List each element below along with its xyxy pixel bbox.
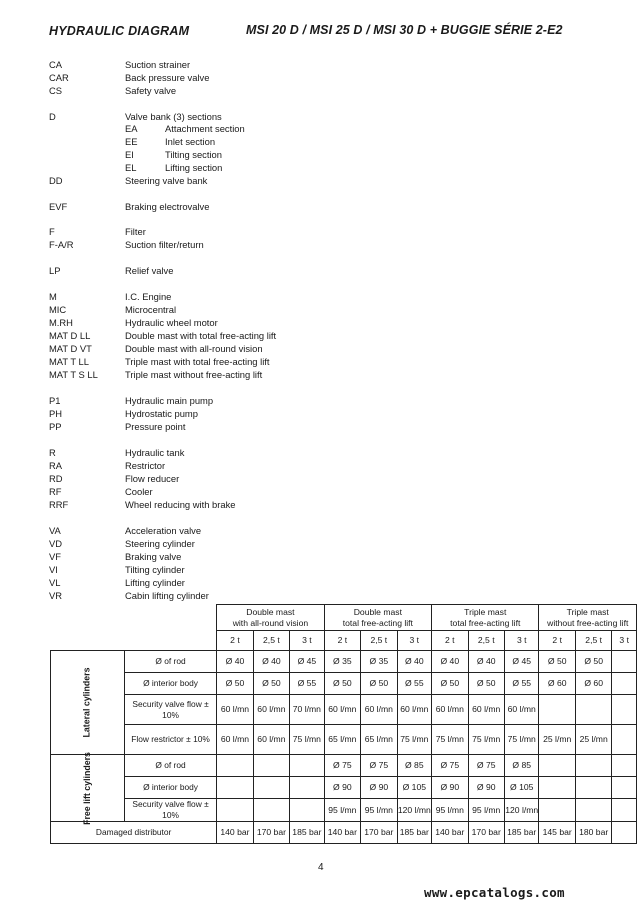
table-cell [539, 777, 575, 799]
table-cell: 95 l/mn [324, 799, 360, 822]
capacity-header: 3 t [612, 631, 637, 651]
legend-code: VR [49, 590, 63, 601]
table-cell: 60 l/mn [432, 695, 468, 725]
table-cell: 95 l/mn [468, 799, 504, 822]
table-cell: Ø 60 [575, 673, 611, 695]
legend-code: P1 [49, 395, 61, 406]
table-cell: 185 bar [397, 822, 432, 844]
table-cell: Ø 55 [290, 673, 325, 695]
table-cell: Ø 55 [397, 673, 432, 695]
mast-type-header-line: total free-acting lift [450, 617, 521, 628]
mast-type-header [432, 605, 539, 631]
capacity-header: 3 t [397, 631, 432, 651]
legend-code: R [49, 447, 56, 458]
legend-subdescription: Inlet section [165, 136, 216, 147]
legend-code: D [49, 111, 56, 122]
table-cell: 75 l/mn [432, 725, 468, 755]
table-cell: 145 bar [539, 822, 575, 844]
legend-code: VF [49, 551, 61, 562]
cylinder-group-label-text: Free lift cylinders [81, 751, 92, 825]
table-cell [290, 755, 325, 777]
page-header-right: MSI 20 D / MSI 25 D / MSI 30 D + BUGGIE SÉRIE 2-E2 [246, 23, 563, 37]
legend-code: CA [49, 59, 63, 70]
legend-code: MAT T LL [49, 356, 89, 367]
table-cell: Ø 55 [504, 673, 539, 695]
table-cell [253, 755, 289, 777]
legend-description: Steering cylinder [125, 538, 195, 549]
capacity-header: 2 t [324, 631, 360, 651]
table-cell [612, 695, 637, 725]
page-number: 4 [318, 862, 324, 873]
table-cell: 60 l/mn [504, 695, 539, 725]
legend-description: Steering valve bank [125, 175, 208, 186]
legend-code: M.RH [49, 317, 73, 328]
legend-description: Hydraulic tank [125, 447, 185, 458]
legend-code: PH [49, 408, 63, 419]
table-cell: Ø 105 [397, 777, 432, 799]
table-cell: Ø 75 [468, 755, 504, 777]
table-cell: Ø 90 [432, 777, 468, 799]
table-cell: 95 l/mn [361, 799, 397, 822]
legend-description: Triple mast with total free-acting lift [125, 356, 270, 367]
table-cell [539, 695, 575, 725]
table-cell: Ø 50 [432, 673, 468, 695]
legend-description: Acceleration valve [125, 525, 202, 536]
legend-code: MIC [49, 304, 67, 315]
legend-code: F [49, 226, 55, 237]
legend-code: VI [49, 564, 58, 575]
table-cell [575, 755, 611, 777]
table-cell: Ø 40 [253, 651, 289, 673]
table-cell [575, 799, 611, 822]
table-cell: Ø 85 [397, 755, 432, 777]
table-cell: Ø 90 [468, 777, 504, 799]
table-row [51, 822, 637, 844]
row-label: Damaged distributor [51, 822, 217, 844]
table-corner [51, 605, 217, 631]
mast-type-header [324, 605, 431, 631]
capacity-header: 3 t [504, 631, 539, 651]
table-cell [217, 777, 253, 799]
table-cell: Ø 105 [504, 777, 539, 799]
mast-type-header-line: without free-acting lift [547, 617, 629, 628]
table-cell: Ø 50 [253, 673, 289, 695]
legend-code: LP [49, 265, 61, 276]
table-row [51, 673, 637, 695]
table-cell: 60 l/mn [397, 695, 432, 725]
legend-code: M [49, 291, 57, 302]
legend-description: Valve bank (3) sections [125, 111, 222, 122]
legend-code: PP [49, 421, 62, 432]
legend-description: Double mast with all-round vision [125, 343, 263, 354]
table-cell [612, 651, 637, 673]
legend-description: Suction filter/return [125, 239, 204, 250]
table-cell [539, 755, 575, 777]
table-cell: Ø 35 [324, 651, 360, 673]
legend-code: RRF [49, 499, 69, 510]
legend-code: RA [49, 460, 63, 471]
table-cell: 140 bar [217, 822, 253, 844]
legend-code: DD [49, 175, 63, 186]
table-cell: 75 l/mn [504, 725, 539, 755]
legend-description: Filter [125, 226, 146, 237]
legend-subcode: EE [125, 136, 138, 147]
legend-description: Braking electrovalve [125, 201, 210, 212]
table-cell: 140 bar [432, 822, 468, 844]
table-cell: 65 l/mn [324, 725, 360, 755]
table-cell: Ø 50 [361, 673, 397, 695]
table-cell: 75 l/mn [468, 725, 504, 755]
legend-code: MAT T S LL [49, 369, 98, 380]
table-cell: 60 l/mn [324, 695, 360, 725]
cylinder-group-label-text: Lateral cylinders [81, 667, 92, 738]
legend-description: Flow reducer [125, 473, 180, 484]
capacity-header: 2 t [217, 631, 253, 651]
table-cell [575, 777, 611, 799]
table-cell: 185 bar [290, 822, 325, 844]
table-cell [612, 777, 637, 799]
legend-description: Cooler [125, 486, 153, 497]
table-cell: Ø 35 [361, 651, 397, 673]
table-cell [612, 822, 637, 844]
table-cell [612, 755, 637, 777]
table-row [51, 725, 637, 755]
table-cell [539, 799, 575, 822]
table-cell [290, 777, 325, 799]
capacity-header: 2,5 t [361, 631, 397, 651]
legend-description: Tilting cylinder [125, 564, 185, 575]
table-cell: 25 l/mn [575, 725, 611, 755]
legend-description: Back pressure valve [125, 72, 210, 83]
legend-subdescription: Tilting section [165, 149, 222, 160]
table-cell: Ø 40 [397, 651, 432, 673]
table-row [51, 799, 637, 822]
legend-description: Lifting cylinder [125, 577, 185, 588]
table-cell [253, 777, 289, 799]
row-label: Ø interior body [124, 777, 216, 799]
row-label: Flow restrictor ± 10% [124, 725, 216, 755]
legend-subcode: EL [125, 162, 137, 173]
table-cell [217, 755, 253, 777]
capacity-header: 2,5 t [253, 631, 289, 651]
table-cell: 60 l/mn [361, 695, 397, 725]
legend-description: Cabin lifting cylinder [125, 590, 209, 601]
table-row [51, 755, 637, 777]
table-cell: Ø 45 [504, 651, 539, 673]
legend-description: Hydrostatic pump [125, 408, 198, 419]
table-cell: Ø 40 [468, 651, 504, 673]
table-cell: Ø 60 [539, 673, 575, 695]
row-label: Security valve flow ± 10% [124, 799, 216, 822]
table-cell [612, 725, 637, 755]
table-cell: Ø 50 [539, 651, 575, 673]
legend-description: Wheel reducing with brake [125, 499, 236, 510]
table-cell: 95 l/mn [432, 799, 468, 822]
table-cell: 25 l/mn [539, 725, 575, 755]
legend-code: VA [49, 525, 61, 536]
legend-subcode: EA [125, 123, 138, 134]
legend-description: Double mast with total free-acting lift [125, 330, 277, 341]
legend-description: Restrictor [125, 460, 166, 471]
table-cell: 120 l/mn [504, 799, 539, 822]
capacity-header: 2 t [539, 631, 575, 651]
capacity-header: 2,5 t [468, 631, 504, 651]
table-cell: 60 l/mn [253, 695, 289, 725]
table-cell: 120 l/mn [397, 799, 432, 822]
table-cell: 60 l/mn [217, 725, 253, 755]
table-cell: Ø 85 [504, 755, 539, 777]
table-cell: Ø 45 [290, 651, 325, 673]
table-cell: Ø 50 [324, 673, 360, 695]
legend-subdescription: Attachment section [165, 123, 245, 134]
cylinder-group-label [51, 651, 125, 755]
legend-code: CAR [49, 72, 69, 83]
page-header-left: HYDRAULIC DIAGRAM [49, 24, 190, 38]
capacity-header: 3 t [290, 631, 325, 651]
legend-description: Microcentral [125, 304, 177, 315]
table-cell: 185 bar [504, 822, 539, 844]
table-cell: 60 l/mn [217, 695, 253, 725]
table-cell [612, 799, 637, 822]
table-row [51, 695, 637, 725]
table-cell [290, 799, 325, 822]
legend-subcode: EI [125, 149, 134, 160]
table-cell: Ø 90 [361, 777, 397, 799]
table-cell [612, 673, 637, 695]
legend-description: Triple mast without free-acting lift [125, 369, 263, 380]
legend-description: Suction strainer [125, 59, 191, 70]
legend-code: CS [49, 85, 63, 96]
legend-description: Relief valve [125, 265, 174, 276]
mast-type-header-line: Triple mast [464, 606, 507, 617]
legend-code: MAT D LL [49, 330, 91, 341]
legend-code: VD [49, 538, 63, 549]
mast-type-header-line: Double mast [246, 606, 295, 617]
legend-description: Pressure point [125, 421, 186, 432]
table-cell [253, 799, 289, 822]
table-cell: 140 bar [324, 822, 360, 844]
legend-code: EVF [49, 201, 68, 212]
row-label: Ø of rod [124, 755, 216, 777]
cylinder-spec-table [50, 604, 637, 844]
table-cell: Ø 75 [324, 755, 360, 777]
table-cell: 180 bar [575, 822, 611, 844]
capacity-header: 2 t [432, 631, 468, 651]
legend-description: Hydraulic wheel motor [125, 317, 218, 328]
table-cell: 170 bar [468, 822, 504, 844]
table-corner [51, 631, 217, 651]
legend-description: Safety valve [125, 85, 177, 96]
table-row [51, 777, 637, 799]
legend-description: Braking valve [125, 551, 182, 562]
table-cell: 170 bar [361, 822, 397, 844]
table-cell [575, 695, 611, 725]
mast-type-header-line: Double mast [353, 606, 402, 617]
table-cell: Ø 75 [361, 755, 397, 777]
mast-type-header [539, 605, 637, 631]
table-cell: 75 l/mn [290, 725, 325, 755]
row-label: Ø interior body [124, 673, 216, 695]
table-cell: Ø 90 [324, 777, 360, 799]
legend-code: RD [49, 473, 63, 484]
legend-subdescription: Lifting section [165, 162, 223, 173]
table-cell: 65 l/mn [361, 725, 397, 755]
table-cell: Ø 40 [217, 651, 253, 673]
table-cell: 60 l/mn [253, 725, 289, 755]
row-label: Security valve flow ± 10% [124, 695, 216, 725]
table-cell: 75 l/mn [397, 725, 432, 755]
footer-url[interactable]: www.epcatalogs.com [424, 885, 565, 900]
cylinder-group-label [51, 751, 125, 825]
mast-type-header-line: total free-acting lift [342, 617, 413, 628]
table-cell: Ø 50 [468, 673, 504, 695]
legend-code: RF [49, 486, 62, 497]
legend-code: VL [49, 577, 61, 588]
legend-description: Hydraulic main pump [125, 395, 214, 406]
table-row [51, 651, 637, 673]
table-cell: Ø 40 [432, 651, 468, 673]
row-label: Ø of rod [124, 651, 216, 673]
mast-type-header-line: Triple mast [566, 606, 609, 617]
mast-type-header [217, 605, 324, 631]
table-cell: Ø 50 [217, 673, 253, 695]
table-cell [217, 799, 253, 822]
table-cell: 70 l/mn [290, 695, 325, 725]
table-cell: 170 bar [253, 822, 289, 844]
mast-type-header-line: with all-round vision [232, 617, 309, 628]
table-cell: 60 l/mn [468, 695, 504, 725]
legend-code: MAT D VT [49, 343, 92, 354]
capacity-header: 2,5 t [575, 631, 611, 651]
table-cell: Ø 75 [432, 755, 468, 777]
legend-code: F-A/R [49, 239, 74, 250]
legend-description: I.C. Engine [125, 291, 172, 302]
table-cell: Ø 50 [575, 651, 611, 673]
